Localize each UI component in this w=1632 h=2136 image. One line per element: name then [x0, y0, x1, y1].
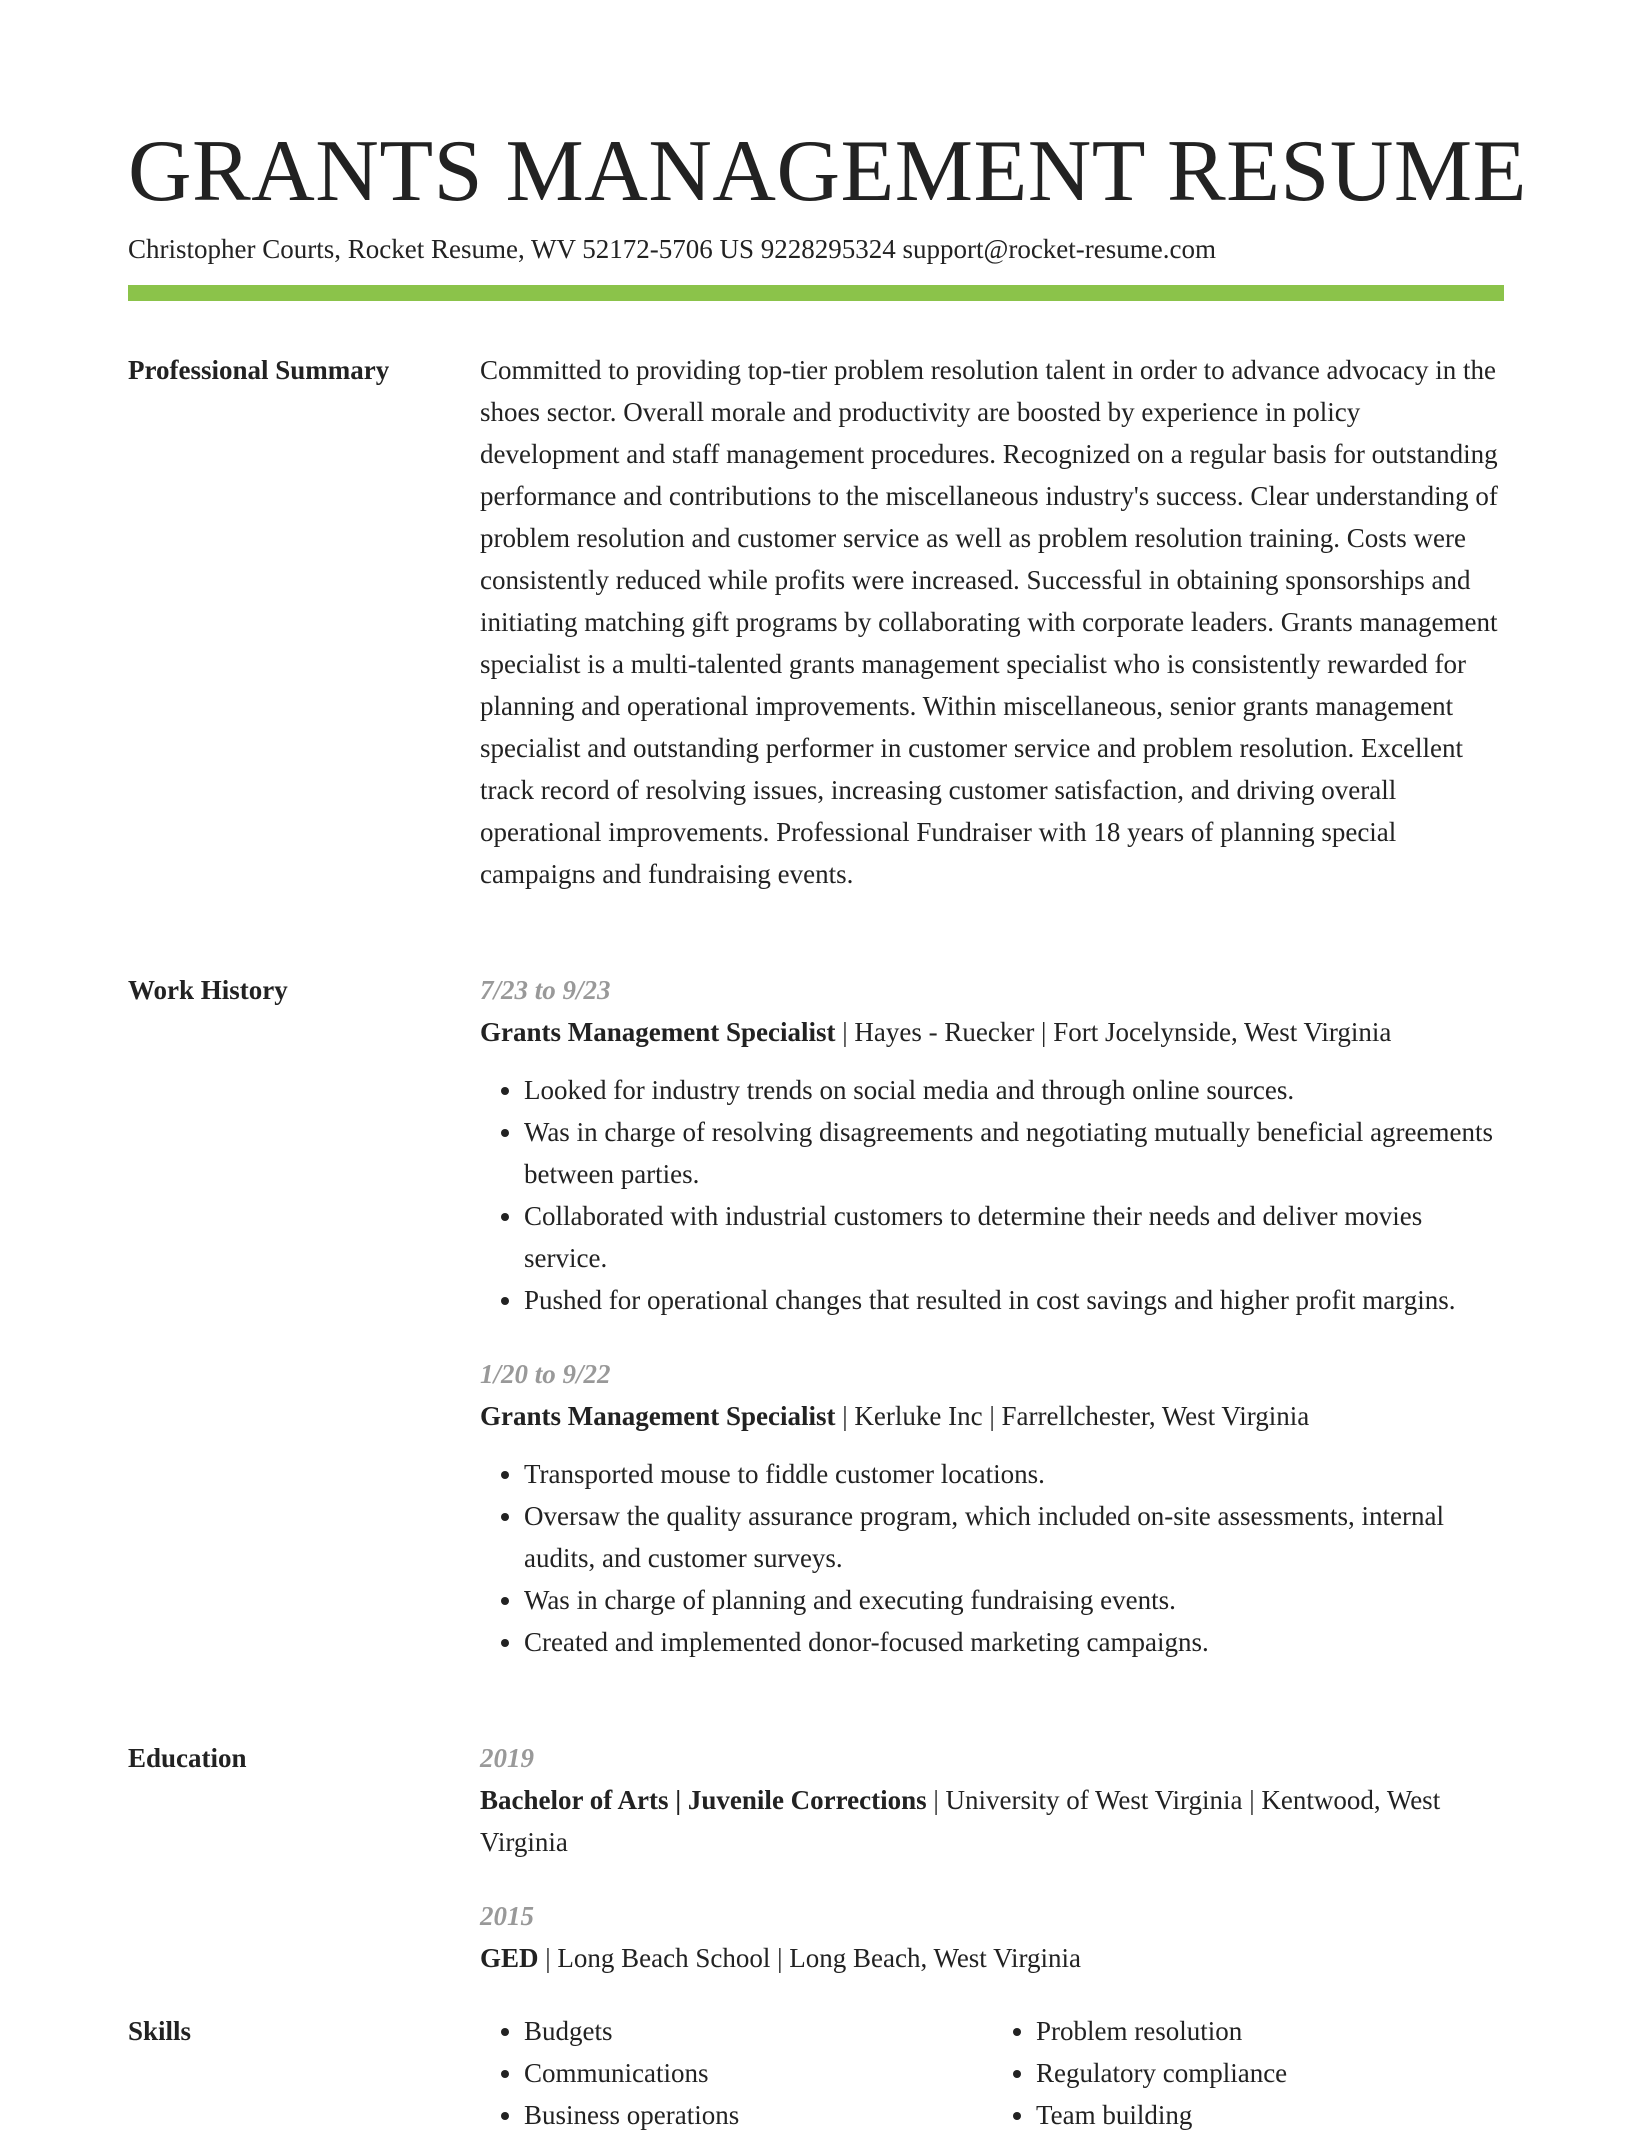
education-degree: Bachelor of Arts | Juvenile Corrections [480, 1785, 927, 1815]
summary-text: Committed to providing top-tier problem resolution talent in order to advance advocacy in the shoes sector. Overall morale and productivity are boosted by experience in policy development and staff management procedures. Recognized on a regular basis for outstanding performance and contributions to the miscellaneous industry's success. Clear understanding of problem resolution and customer service as well as problem resolution training. Costs were consistently reduced while profits were increased. Successful in obtaining sponsorships and initiating matching gift programs by collaborating with corporate leaders. Grants management specialist is a multi-talented grants management specialist who is consistently rewarded for planning and operational improvements. Within miscellaneous, senior grants management specialist and outstanding performer in customer service and problem resolution. Excellent track record of resolving issues, increasing customer satisfaction, and driving overall operational improvements. Professional Fundraiser with 18 years of planning special campaigns and fundraising events. [480, 355, 1498, 889]
education-details: | Long Beach School | Long Beach, West Virginia [538, 1943, 1081, 1973]
job-bullets [480, 1069, 1504, 1321]
job-role [480, 1011, 1504, 1053]
job-bullet: • Looked for industry trends on social media and through online sources. [524, 1069, 1504, 1111]
job-bullet: • Pushed for operational changes that resulted in cost savings and higher profit margins. [524, 1279, 1504, 1321]
contact-line: Christopher Courts, Rocket Resume, WV 52172-5706 US 9228295324 support@rocket-resume.com [128, 234, 1216, 264]
job-entry [480, 969, 1504, 1321]
resume-title: GRANTS MANAGEMENT RESUME [128, 123, 1527, 220]
skills-list-right [992, 2010, 1504, 2136]
work-history-heading: Work History [128, 975, 288, 1005]
job-entry [480, 1353, 1504, 1663]
skill-item: • Business operations [524, 2094, 992, 2136]
summary-heading: Professional Summary [128, 355, 390, 385]
job-bullet: • Was in charge of resolving disagreements and negotiating mutually beneficial agreements between parties. [524, 1111, 1504, 1195]
accent-divider [128, 285, 1504, 301]
education-entry [480, 1737, 1504, 1863]
job-details: | Hayes - Ruecker | Fort Jocelynside, West Virginia [835, 1017, 1392, 1047]
education-year: 2015 [480, 1901, 534, 1931]
job-bullet: • Was in charge of planning and executing fundraising events. [524, 1579, 1504, 1621]
education-degree-line [480, 1937, 1504, 1979]
education-degree-line [480, 1779, 1504, 1863]
skills-heading: Skills [128, 2016, 192, 2046]
job-bullet: • Created and implemented donor-focused marketing campaigns. [524, 1621, 1504, 1663]
education-heading: Education [128, 1743, 247, 1773]
job-bullet: • Collaborated with industrial customers to determine their needs and deliver movies service. [524, 1195, 1504, 1279]
job-details: | Kerluke Inc | Farrellchester, West Virginia [835, 1401, 1310, 1431]
skill-item: • Budgets [524, 2010, 992, 2052]
education-year: 2019 [480, 1743, 534, 1773]
education-entry [480, 1895, 1504, 1979]
skill-item: • Problem resolution [1036, 2010, 1504, 2052]
job-title: Grants Management Specialist [480, 1017, 836, 1047]
job-dates: 7/23 to 9/23 [480, 975, 611, 1005]
skills-list-left [480, 2010, 992, 2136]
education-details: | University of West Virginia | Kentwood, West Virginia [480, 1785, 1441, 1857]
job-bullet: • Transported mouse to fiddle customer locations. [524, 1453, 1504, 1495]
job-bullets [480, 1453, 1504, 1663]
job-bullet: • Oversaw the quality assurance program, which included on-site assessments, internal audits, and customer surveys. [524, 1495, 1504, 1579]
job-role [480, 1395, 1504, 1437]
skill-item: • Team building [1036, 2094, 1504, 2136]
skill-item: • Communications [524, 2052, 992, 2094]
job-title: Grants Management Specialist [480, 1401, 836, 1431]
skills-columns [480, 2010, 1504, 2136]
skill-item: • Regulatory compliance [1036, 2052, 1504, 2094]
job-dates: 1/20 to 9/22 [480, 1359, 611, 1389]
education-degree: GED [480, 1943, 539, 1973]
